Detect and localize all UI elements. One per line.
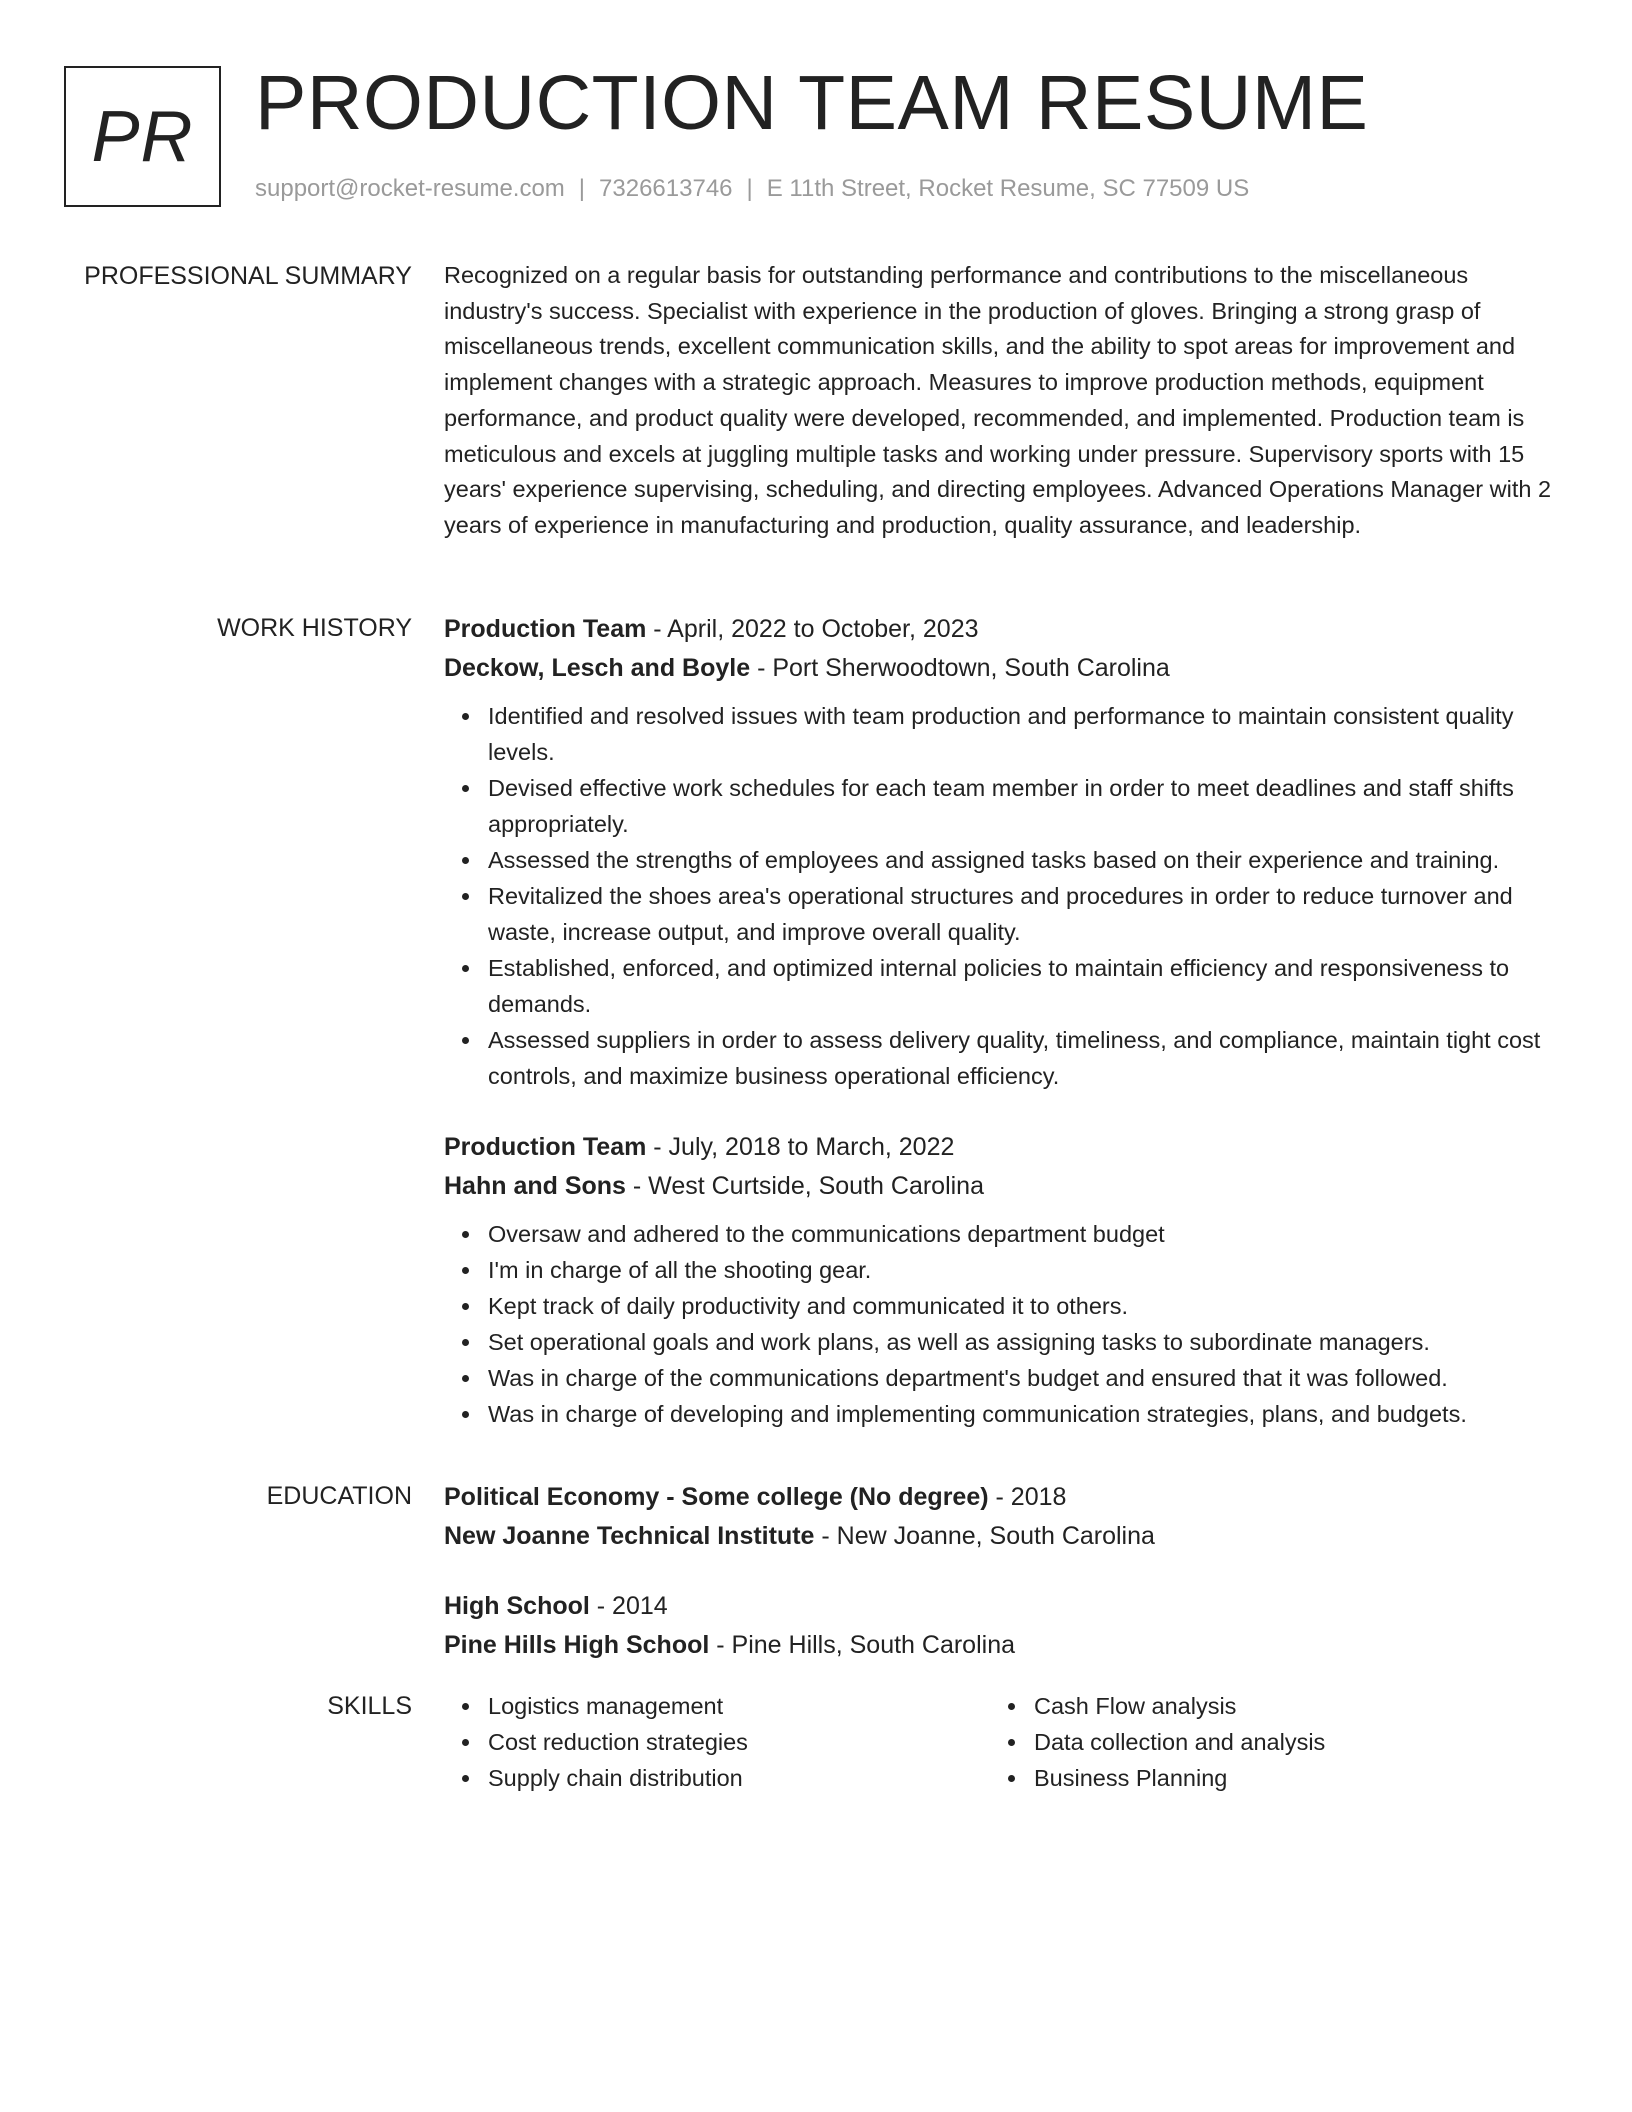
summary-body	[444, 258, 1554, 544]
skills-body	[444, 1688, 1554, 1796]
job-duty: Identified and resolved issues with team production and performance to maintain consistent quality levels.	[488, 698, 1554, 770]
skills-column-left	[444, 1688, 990, 1796]
job-duties-list	[444, 698, 1554, 1094]
skills-list	[990, 1688, 1536, 1796]
summary-heading: PROFESSIONAL SUMMARY	[84, 262, 412, 290]
skill-item: Data collection and analysis	[1034, 1724, 1536, 1760]
job-dates: - July, 2018 to March, 2022	[646, 1133, 955, 1161]
monogram-box	[64, 66, 221, 207]
education-school-line	[444, 1517, 1554, 1556]
job-duty: Was in charge of the communications department's budget and ensured that it was followed.	[488, 1360, 1554, 1396]
job-duty: Oversaw and adhered to the communications department budget	[488, 1216, 1554, 1252]
job-entry	[444, 610, 1554, 1094]
job-duty: Was in charge of developing and implementing communication strategies, plans, and budgets.	[488, 1396, 1554, 1432]
education-degree-line	[444, 1478, 1554, 1517]
skills-heading: SKILLS	[327, 1692, 412, 1720]
education-entry	[444, 1587, 1554, 1665]
job-company-line	[444, 649, 1554, 688]
education-year: - 2018	[988, 1483, 1067, 1511]
contact-line	[255, 172, 1249, 206]
education-location: - Pine Hills, South Carolina	[709, 1631, 1016, 1659]
summary-text: Recognized on a regular basis for outstanding performance and contributions to the miscellaneous industry's success. Specialist with experience in the production of gloves. Bringing a strong grasp of miscellaneous trends, excellent communication skills, and the ability to spot areas for improvement and implement changes with a strategic approach. Measures to improve production methods, equipment performance, and product quality were developed, recommended, and implemented. Production team is meticulous and excels at juggling multiple tasks and working under pressure. Supervisory sports with 15 years' experience supervising, scheduling, and directing employees. Advanced Operations Manager with 2 years of experience in manufacturing and production, quality assurance, and leadership.	[444, 262, 1552, 538]
skills-columns	[444, 1688, 1554, 1796]
contact-separator: |	[746, 175, 753, 202]
job-company: Deckow, Lesch and Boyle	[444, 654, 751, 682]
skills-column-right	[990, 1688, 1536, 1796]
job-duty: Established, enforced, and optimized internal policies to maintain efficiency and responsiveness to demands.	[488, 950, 1554, 1022]
job-company: Hahn and Sons	[444, 1172, 626, 1200]
work-history-body	[444, 610, 1554, 1466]
job-duty: Set operational goals and work plans, as well as assigning tasks to subordinate managers.	[488, 1324, 1554, 1360]
skill-item: Cost reduction strategies	[488, 1724, 990, 1760]
job-company-line	[444, 1167, 1554, 1206]
education-location: - New Joanne, South Carolina	[814, 1522, 1155, 1550]
job-duty: Revitalized the shoes area's operational structures and procedures in order to reduce turnover and waste, increase output, and improve overall quality.	[488, 878, 1554, 950]
job-title-line	[444, 610, 1554, 649]
job-location: - West Curtside, South Carolina	[625, 1172, 984, 1200]
education-year: - 2014	[589, 1592, 668, 1620]
job-duty: Kept track of daily productivity and communicated it to others.	[488, 1288, 1554, 1324]
monogram-initials: PR	[91, 96, 194, 177]
job-duty: Assessed suppliers in order to assess delivery quality, timeliness, and compliance, maintain tight cost controls, and maximize business operational efficiency.	[488, 1022, 1554, 1094]
job-title: Production Team	[444, 1133, 647, 1161]
education-school: Pine Hills High School	[444, 1631, 710, 1659]
job-title-line	[444, 1128, 1554, 1167]
work-history-heading: WORK HISTORY	[217, 614, 412, 642]
job-location: - Port Sherwoodtown, South Carolina	[750, 654, 1170, 682]
skill-item: Cash Flow analysis	[1034, 1688, 1536, 1724]
education-body	[444, 1478, 1554, 1696]
job-duty: Assessed the strengths of employees and assigned tasks based on their experience and training.	[488, 842, 1554, 878]
job-duties-list	[444, 1216, 1554, 1432]
job-duty: Devised effective work schedules for each team member in order to meet deadlines and staff shifts appropriately.	[488, 770, 1554, 842]
resume-title: PRODUCTION TEAM RESUME	[255, 60, 1369, 146]
job-dates: - April, 2022 to October, 2023	[646, 615, 979, 643]
education-heading: EDUCATION	[266, 1482, 412, 1510]
job-title: Production Team	[444, 615, 647, 643]
skill-item: Supply chain distribution	[488, 1760, 990, 1796]
skill-item: Logistics management	[488, 1688, 990, 1724]
education-school-line	[444, 1626, 1554, 1665]
skills-list	[444, 1688, 990, 1796]
contact-email[interactable]: support@rocket-resume.com	[255, 175, 565, 202]
contact-address: E 11th Street, Rocket Resume, SC 77509 US	[766, 175, 1250, 202]
education-degree: Political Economy - Some college (No degree)	[444, 1483, 989, 1511]
skill-item: Business Planning	[1034, 1760, 1536, 1796]
job-duty: I'm in charge of all the shooting gear.	[488, 1252, 1554, 1288]
contact-phone[interactable]: 7326613746	[599, 175, 733, 202]
job-entry	[444, 1128, 1554, 1432]
contact-separator: |	[578, 175, 586, 202]
education-school: New Joanne Technical Institute	[444, 1522, 815, 1550]
education-entry	[444, 1478, 1554, 1556]
education-degree: High School	[444, 1592, 590, 1620]
education-degree-line	[444, 1587, 1554, 1626]
